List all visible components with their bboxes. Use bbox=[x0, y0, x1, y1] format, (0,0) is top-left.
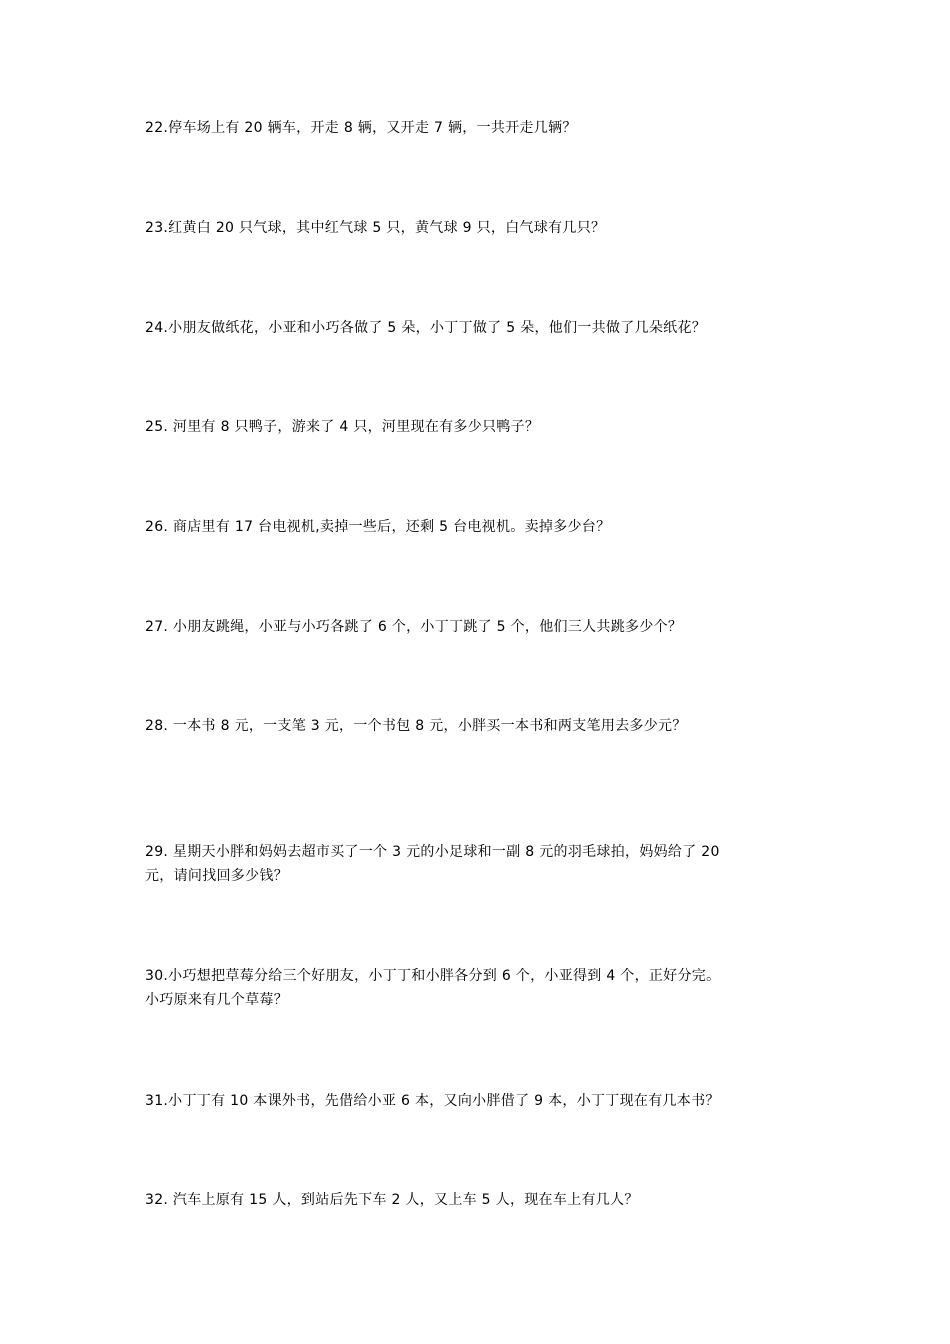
problem-23-text: 23.红黄白 20 只气球，其中红气球 5 只，黄气球 9 只，白气球有几只？ bbox=[145, 220, 606, 236]
problem-28 bbox=[145, 714, 815, 738]
problem-26-text: 26. 商店里有 17 台电视机,卖掉一些后，还剩 5 台电视机。卖掉多少台？ bbox=[145, 519, 611, 535]
problem-25 bbox=[145, 415, 815, 439]
problem-31 bbox=[145, 1089, 815, 1113]
problem-22 bbox=[145, 116, 815, 140]
problem-23 bbox=[145, 216, 815, 240]
problem-32-text: 32. 汽车上原有 15 人，到站后先下车 2 人，又上车 5 人，现在车上有几人？ bbox=[145, 1192, 639, 1208]
problem-30-line-1: 30.小巧想把草莓分给三个好朋友，小丁丁和小胖各分到 6 个，小亚得到 4 个，正好分完。 bbox=[145, 968, 721, 984]
problem-24 bbox=[145, 316, 815, 340]
problem-27-text: 27. 小朋友跳绳，小亚与小巧各跳了 6 个，小丁丁跳了 5 个，他们三人共跳多少个？ bbox=[145, 619, 683, 635]
problem-27 bbox=[145, 615, 815, 639]
problem-26 bbox=[145, 515, 815, 539]
problem-32 bbox=[145, 1188, 815, 1212]
problem-22-text: 22.停车场上有 20 辆车，开走 8 辆，又开走 7 辆，一共开走几辆？ bbox=[145, 120, 577, 136]
problem-28-text: 28. 一本书 8 元，一支笔 3 元，一个书包 8 元，小胖买一本书和两支笔用去多少元？ bbox=[145, 718, 687, 734]
problem-30-line-2: 小巧原来有几个草莓？ bbox=[145, 992, 288, 1008]
problem-24-text: 24.小朋友做纸花，小亚和小巧各做了 5 朵，小丁丁做了 5 朵，他们一共做了几朵纸花？ bbox=[145, 320, 707, 336]
problem-29-line-1: 29. 星期天小胖和妈妈去超市买了一个 3 元的小足球和一副 8 元的羽毛球拍，妈妈给了 20 bbox=[145, 844, 720, 860]
problem-25-text: 25. 河里有 8 只鸭子，游来了 4 只，河里现在有多少只鸭子？ bbox=[145, 419, 540, 435]
problem-30 bbox=[145, 964, 815, 1012]
problem-31-text: 31.小丁丁有 10 本课外书，先借给小亚 6 本，又向小胖借了 9 本，小丁丁现在有几本书？ bbox=[145, 1093, 720, 1109]
problem-29-line-2: 元，请问找回多少钱？ bbox=[145, 868, 288, 884]
problem-29 bbox=[145, 840, 815, 888]
